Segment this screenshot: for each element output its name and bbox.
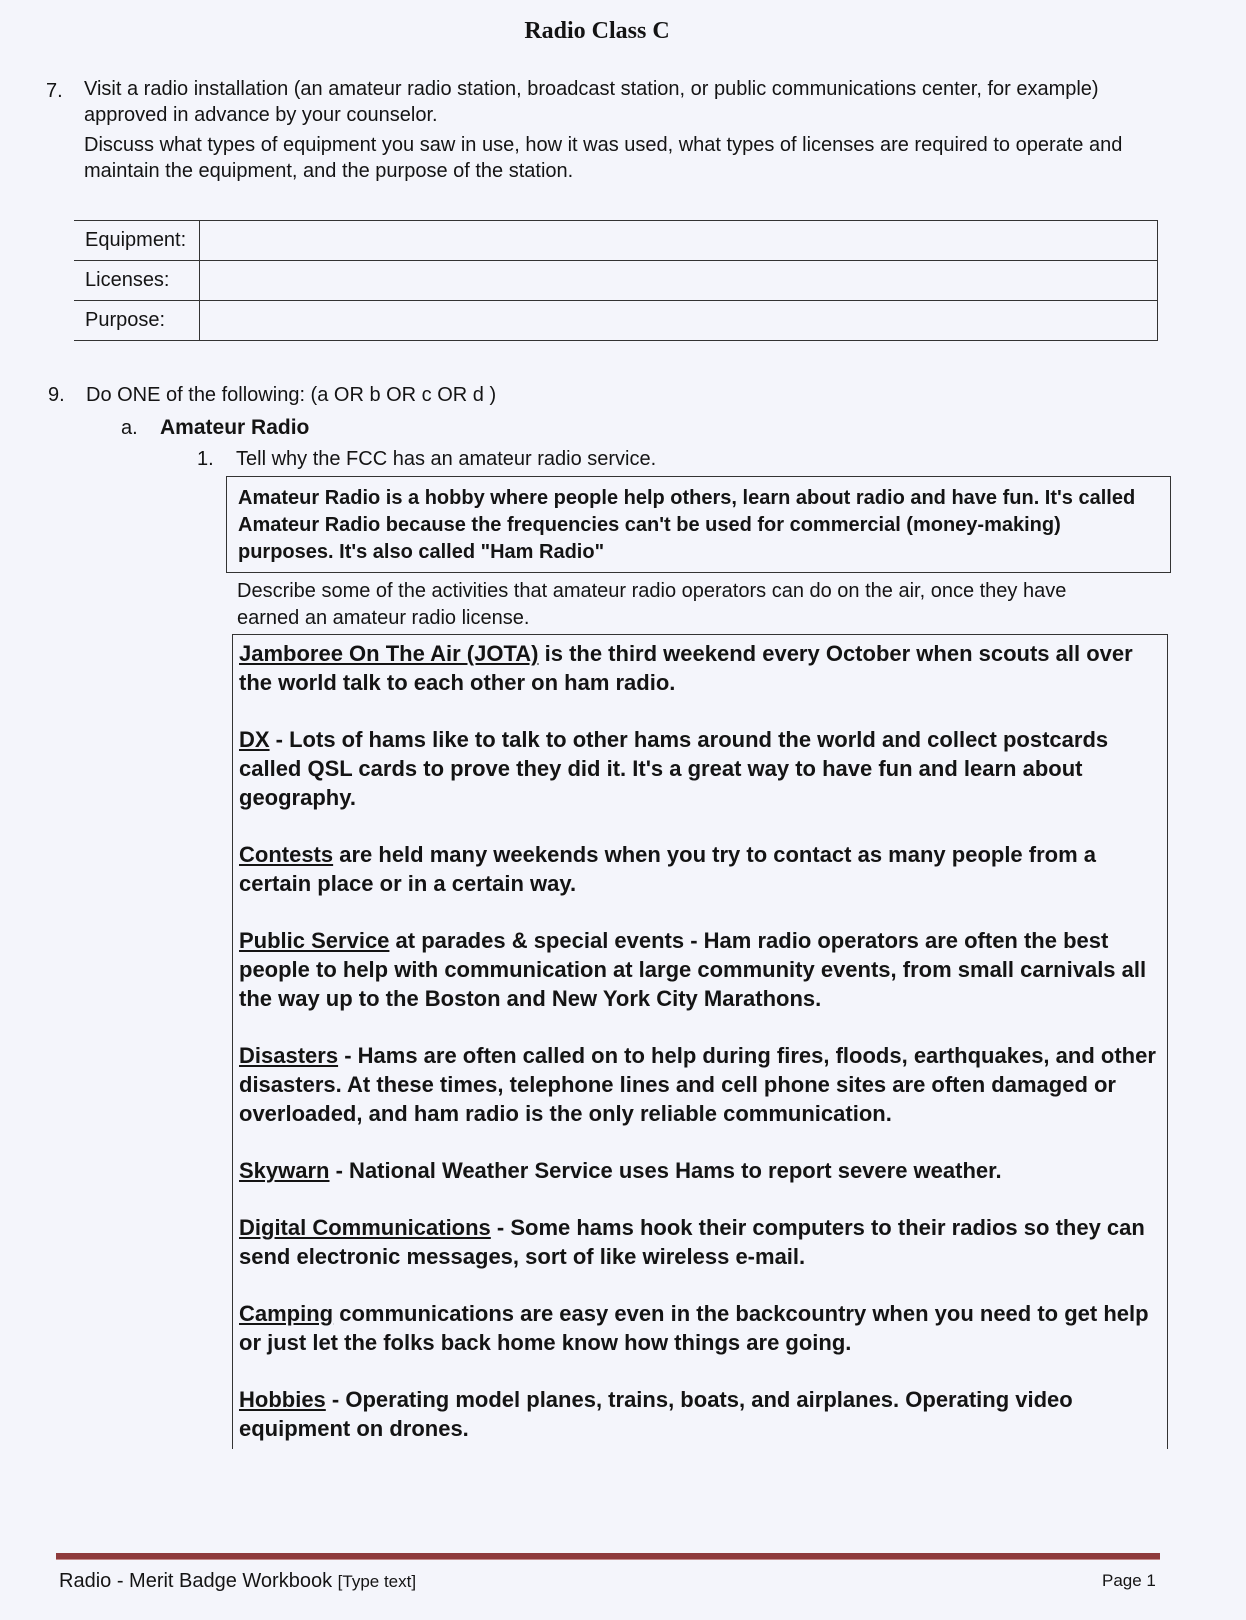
activity-term: Skywarn [239, 1158, 330, 1183]
question-9-number: 9. [48, 384, 65, 406]
list-item [239, 840, 1161, 898]
equipment-label: Equipment: [74, 221, 200, 261]
activity-term: Digital Communications [239, 1215, 491, 1240]
fcc-answer-box: Amateur Radio is a hobby where people help others, learn about radio and have fun. It's called Amateur Radio because the frequencies can't be used for commercial (money-making) purposes. It's also called "Ham Radio" [226, 476, 1171, 573]
activity-description: at parades & special events - Ham radio operators are often the best people to help with communication at large community events, from small carnivals all the way up to the Boston and New York City Marathons. [239, 928, 1147, 1011]
footer-rule [56, 1553, 1160, 1560]
activity-term: Camping [239, 1301, 334, 1326]
activity-description: are held many weekends when you try to contact as many people from a certain place or in a certain way. [239, 842, 1097, 896]
licenses-label: Licenses: [74, 261, 200, 301]
activity-description: - Lots of hams like to talk to other hams around the world and collect postcards called QSL cards to prove they did it. It's a great way to have fun and learn about geography. [239, 727, 1109, 810]
page-title: Radio Class C [524, 18, 670, 44]
footer-workbook [59, 1570, 416, 1593]
question-9-text: Do ONE of the following: (a OR b OR c OR d ) [86, 384, 497, 406]
purpose-label: Purpose: [74, 301, 200, 341]
activities-answer-box [232, 634, 1168, 1449]
equipment-field[interactable] [200, 221, 1158, 261]
list-item [239, 725, 1161, 812]
list-item [239, 1213, 1161, 1271]
list-item [239, 1041, 1161, 1128]
activity-description: - Operating model planes, trains, boats, and airplanes. Operating video equipment on drones. [239, 1387, 1073, 1441]
table-row [74, 261, 1158, 301]
station-info-table [74, 220, 1158, 341]
activity-term: Jamboree On The Air (JOTA) [239, 641, 539, 666]
table-row [74, 301, 1158, 341]
footer-placeholder: [Type text] [337, 1572, 417, 1591]
activity-term: DX [239, 727, 270, 752]
list-item [239, 639, 1161, 697]
activity-description: - Hams are often called on to help during fires, floods, earthquakes, and other disasters. At these times, telephone lines and cell phone sites are often damaged or overloaded, and ham radio is the only reliable communication. [239, 1043, 1156, 1126]
question-7-text [84, 76, 1144, 188]
activity-term: Public Service [239, 928, 390, 953]
footer-workbook-title: Radio - Merit Badge Workbook [59, 1570, 333, 1592]
purpose-field[interactable] [200, 301, 1158, 341]
activity-description: is the third weekend every October when scouts all over the world talk to each other on ham radio. [239, 641, 1133, 695]
list-item [239, 1299, 1161, 1357]
activity-description: - National Weather Service uses Hams to report severe weather. [329, 1158, 1002, 1183]
question-7-instruction: Visit a radio installation (an amateur radio station, broadcast station, or public communications center, for example) approved in advance by your counselor. [84, 78, 1099, 126]
activities-prompt: Describe some of the activities that amateur radio operators can do on the air, once they have earned an amateur radio license. [237, 580, 1067, 629]
footer-page-number: Page 1 [1102, 1571, 1156, 1590]
list-item [239, 1156, 1161, 1185]
list-item [239, 926, 1161, 1013]
activity-term: Disasters [239, 1043, 339, 1068]
option-a-title: Amateur Radio [160, 416, 310, 439]
activity-term: Hobbies [239, 1387, 326, 1412]
subquestion-1-number: 1. [197, 448, 214, 470]
list-item [239, 1385, 1161, 1443]
activity-term: Contests [239, 842, 334, 867]
licenses-field[interactable] [200, 261, 1158, 301]
activity-description: communications are easy even in the backcountry when you need to get help or just let the folks back home know how things are going. [239, 1301, 1149, 1355]
option-a-letter: a. [121, 417, 138, 439]
activity-description: - Some hams hook their computers to their radios so they can send electronic messages, sort of like wireless e-mail. [239, 1215, 1145, 1269]
question-7-discussion: Discuss what types of equipment you saw in use, how it was used, what types of licenses are required to operate and maintain the equipment, and the purpose of the station. [84, 134, 1123, 182]
table-row [74, 221, 1158, 261]
question-7-number: 7. [46, 80, 63, 102]
subquestion-1-text: Tell why the FCC has an amateur radio service. [236, 448, 657, 470]
